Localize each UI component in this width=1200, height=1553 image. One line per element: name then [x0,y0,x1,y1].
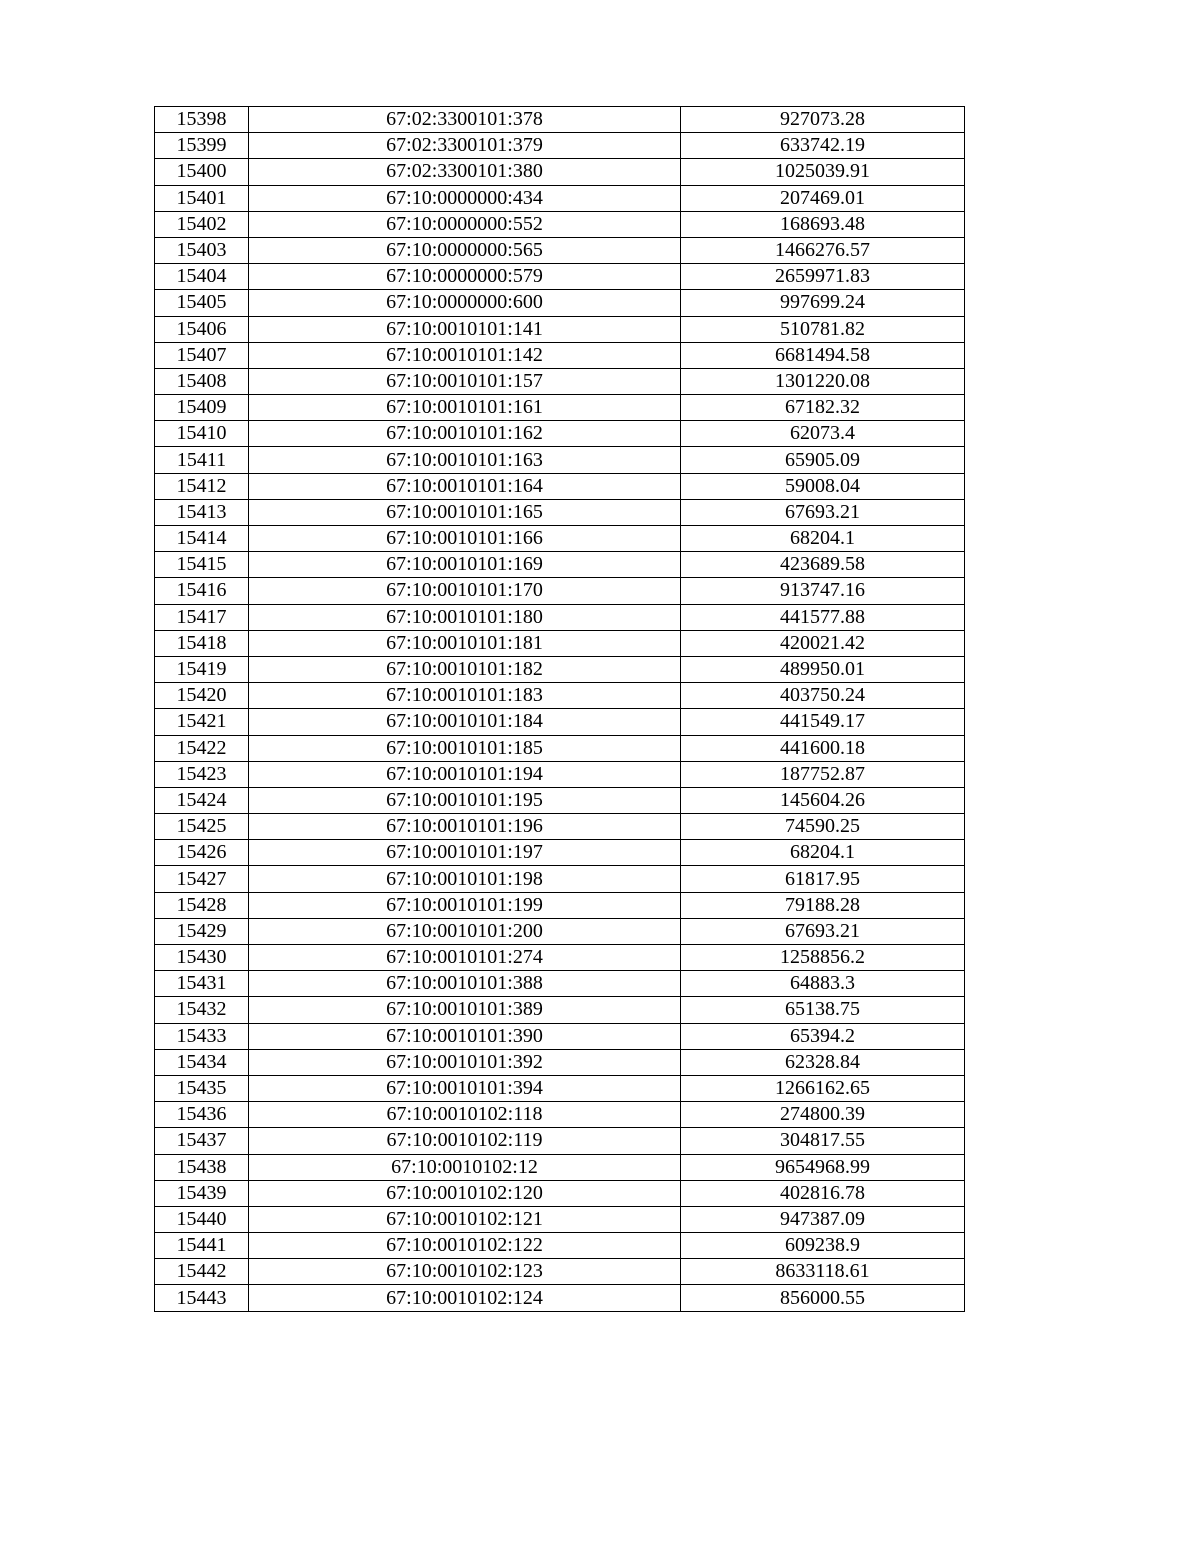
table-row [155,1285,965,1311]
value-cell: 9654968.99 [681,1154,965,1180]
table-row [155,421,965,447]
cadastral-number-cell: 67:10:0010101:180 [249,604,681,630]
value-cell: 441577.88 [681,604,965,630]
cadastral-number-cell: 67:10:0010101:141 [249,316,681,342]
row-number-cell: 15413 [155,499,249,525]
row-number-cell: 15428 [155,892,249,918]
table-row [155,1259,965,1285]
value-cell: 441600.18 [681,735,965,761]
value-cell: 856000.55 [681,1285,965,1311]
table-row [155,761,965,787]
row-number-cell: 15439 [155,1180,249,1206]
table-row [155,1023,965,1049]
cadastral-number-cell: 67:10:0010101:164 [249,473,681,499]
table-row [155,735,965,761]
value-cell: 402816.78 [681,1180,965,1206]
row-number-cell: 15409 [155,395,249,421]
cadastral-number-cell: 67:10:0010101:161 [249,395,681,421]
row-number-cell: 15406 [155,316,249,342]
value-cell: 947387.09 [681,1206,965,1232]
cadastral-number-cell: 67:10:0010101:392 [249,1049,681,1075]
value-cell: 62073.4 [681,421,965,447]
row-number-cell: 15399 [155,133,249,159]
cadastral-number-cell: 67:10:0010101:181 [249,630,681,656]
table-row [155,1075,965,1101]
value-cell: 1466276.57 [681,237,965,263]
value-cell: 1266162.65 [681,1075,965,1101]
row-number-cell: 15435 [155,1075,249,1101]
table-row [155,342,965,368]
row-number-cell: 15415 [155,552,249,578]
cadastral-number-cell: 67:10:0010101:165 [249,499,681,525]
value-cell: 423689.58 [681,552,965,578]
row-number-cell: 15404 [155,264,249,290]
cadastral-number-cell: 67:10:0010101:195 [249,787,681,813]
row-number-cell: 15414 [155,526,249,552]
cadastral-number-cell: 67:10:0010101:197 [249,840,681,866]
table-row [155,866,965,892]
table-row [155,447,965,473]
row-number-cell: 15418 [155,630,249,656]
row-number-cell: 15427 [155,866,249,892]
cadastral-number-cell: 67:10:0010101:388 [249,971,681,997]
cadastral-number-cell: 67:10:0010102:121 [249,1206,681,1232]
row-number-cell: 15433 [155,1023,249,1049]
cadastral-number-cell: 67:10:0010101:142 [249,342,681,368]
value-cell: 145604.26 [681,787,965,813]
value-cell: 1301220.08 [681,368,965,394]
value-cell: 510781.82 [681,316,965,342]
row-number-cell: 15437 [155,1128,249,1154]
cadastral-number-cell: 67:10:0000000:600 [249,290,681,316]
value-cell: 609238.9 [681,1233,965,1259]
value-cell: 62328.84 [681,1049,965,1075]
table-row [155,683,965,709]
cadastral-number-cell: 67:02:3300101:378 [249,107,681,133]
row-number-cell: 15419 [155,656,249,682]
table-row [155,892,965,918]
table-row [155,185,965,211]
value-cell: 927073.28 [681,107,965,133]
value-cell: 2659971.83 [681,264,965,290]
value-cell: 187752.87 [681,761,965,787]
cadastral-number-cell: 67:02:3300101:379 [249,133,681,159]
row-number-cell: 15400 [155,159,249,185]
cadastral-number-cell: 67:10:0010101:194 [249,761,681,787]
table-row [155,1049,965,1075]
table-row [155,840,965,866]
table-row [155,1206,965,1232]
cadastral-number-cell: 67:10:0010101:157 [249,368,681,394]
row-number-cell: 15432 [155,997,249,1023]
cadastral-number-cell: 67:10:0010102:124 [249,1285,681,1311]
value-cell: 304817.55 [681,1128,965,1154]
table-row [155,1233,965,1259]
cadastral-number-cell: 67:10:0010102:120 [249,1180,681,1206]
table-row [155,656,965,682]
row-number-cell: 15405 [155,290,249,316]
row-number-cell: 15423 [155,761,249,787]
cadastral-number-cell: 67:10:0010101:163 [249,447,681,473]
table-row [155,237,965,263]
value-cell: 997699.24 [681,290,965,316]
value-cell: 274800.39 [681,1102,965,1128]
value-cell: 207469.01 [681,185,965,211]
table-row [155,552,965,578]
value-cell: 913747.16 [681,578,965,604]
row-number-cell: 15430 [155,945,249,971]
table-row [155,133,965,159]
cadastral-number-cell: 67:10:0010101:274 [249,945,681,971]
table-row [155,395,965,421]
row-number-cell: 15429 [155,918,249,944]
value-cell: 59008.04 [681,473,965,499]
value-cell: 74590.25 [681,814,965,840]
value-cell: 633742.19 [681,133,965,159]
row-number-cell: 15442 [155,1259,249,1285]
value-cell: 65905.09 [681,447,965,473]
row-number-cell: 15441 [155,1233,249,1259]
table-row [155,971,965,997]
row-number-cell: 15421 [155,709,249,735]
value-cell: 1025039.91 [681,159,965,185]
row-number-cell: 15417 [155,604,249,630]
cadastral-number-cell: 67:10:0010101:183 [249,683,681,709]
row-number-cell: 15422 [155,735,249,761]
value-cell: 8633118.61 [681,1259,965,1285]
table-row [155,787,965,813]
cadastral-number-cell: 67:02:3300101:380 [249,159,681,185]
row-number-cell: 15420 [155,683,249,709]
row-number-cell: 15411 [155,447,249,473]
value-cell: 67693.21 [681,918,965,944]
row-number-cell: 15398 [155,107,249,133]
table-row [155,368,965,394]
row-number-cell: 15438 [155,1154,249,1180]
cadastral-number-cell: 67:10:0010101:198 [249,866,681,892]
cadastral-number-cell: 67:10:0010102:123 [249,1259,681,1285]
row-number-cell: 15408 [155,368,249,394]
table-row [155,1154,965,1180]
table-row [155,604,965,630]
table-row [155,814,965,840]
cadastral-number-cell: 67:10:0010101:185 [249,735,681,761]
cadastral-number-cell: 67:10:0010102:119 [249,1128,681,1154]
table-row [155,107,965,133]
cadastral-number-cell: 67:10:0010101:166 [249,526,681,552]
row-number-cell: 15412 [155,473,249,499]
value-cell: 65138.75 [681,997,965,1023]
row-number-cell: 15410 [155,421,249,447]
value-cell: 6681494.58 [681,342,965,368]
cadastral-number-cell: 67:10:0010101:162 [249,421,681,447]
cadastral-value-table [154,106,965,1312]
table-row [155,290,965,316]
row-number-cell: 15402 [155,211,249,237]
row-number-cell: 15431 [155,971,249,997]
cadastral-number-cell: 67:10:0010101:390 [249,1023,681,1049]
value-cell: 168693.48 [681,211,965,237]
table-row [155,264,965,290]
row-number-cell: 15424 [155,787,249,813]
row-number-cell: 15436 [155,1102,249,1128]
table-row [155,499,965,525]
cadastral-number-cell: 67:10:0010101:169 [249,552,681,578]
cadastral-number-cell: 67:10:0010101:184 [249,709,681,735]
row-number-cell: 15425 [155,814,249,840]
table-row [155,211,965,237]
value-cell: 67182.32 [681,395,965,421]
cadastral-number-cell: 67:10:0010101:182 [249,656,681,682]
cadastral-number-cell: 67:10:0010102:12 [249,1154,681,1180]
value-cell: 79188.28 [681,892,965,918]
cadastral-number-cell: 67:10:0010101:200 [249,918,681,944]
table-row [155,159,965,185]
cadastral-number-cell: 67:10:0010101:196 [249,814,681,840]
value-cell: 489950.01 [681,656,965,682]
cadastral-number-cell: 67:10:0010102:118 [249,1102,681,1128]
table-row [155,918,965,944]
cadastral-number-cell: 67:10:0010101:394 [249,1075,681,1101]
table-row [155,1102,965,1128]
row-number-cell: 15434 [155,1049,249,1075]
table-body [155,107,965,1312]
cadastral-number-cell: 67:10:0000000:579 [249,264,681,290]
table-row [155,578,965,604]
value-cell: 61817.95 [681,866,965,892]
value-cell: 64883.3 [681,971,965,997]
value-cell: 65394.2 [681,1023,965,1049]
table-row [155,1128,965,1154]
row-number-cell: 15426 [155,840,249,866]
row-number-cell: 15403 [155,237,249,263]
cadastral-number-cell: 67:10:0000000:565 [249,237,681,263]
value-cell: 420021.42 [681,630,965,656]
cadastral-number-cell: 67:10:0010101:170 [249,578,681,604]
row-number-cell: 15407 [155,342,249,368]
cadastral-number-cell: 67:10:0010102:122 [249,1233,681,1259]
cadastral-number-cell: 67:10:0010101:199 [249,892,681,918]
row-number-cell: 15416 [155,578,249,604]
table-row [155,709,965,735]
cadastral-number-cell: 67:10:0000000:552 [249,211,681,237]
value-cell: 403750.24 [681,683,965,709]
row-number-cell: 15401 [155,185,249,211]
table-row [155,997,965,1023]
value-cell: 441549.17 [681,709,965,735]
cadastral-number-cell: 67:10:0000000:434 [249,185,681,211]
table-row [155,526,965,552]
table-row [155,630,965,656]
value-cell: 67693.21 [681,499,965,525]
table-row [155,316,965,342]
value-cell: 1258856.2 [681,945,965,971]
row-number-cell: 15443 [155,1285,249,1311]
cadastral-number-cell: 67:10:0010101:389 [249,997,681,1023]
table-row [155,1180,965,1206]
table-row [155,473,965,499]
value-cell: 68204.1 [681,840,965,866]
value-cell: 68204.1 [681,526,965,552]
row-number-cell: 15440 [155,1206,249,1232]
table-row [155,945,965,971]
